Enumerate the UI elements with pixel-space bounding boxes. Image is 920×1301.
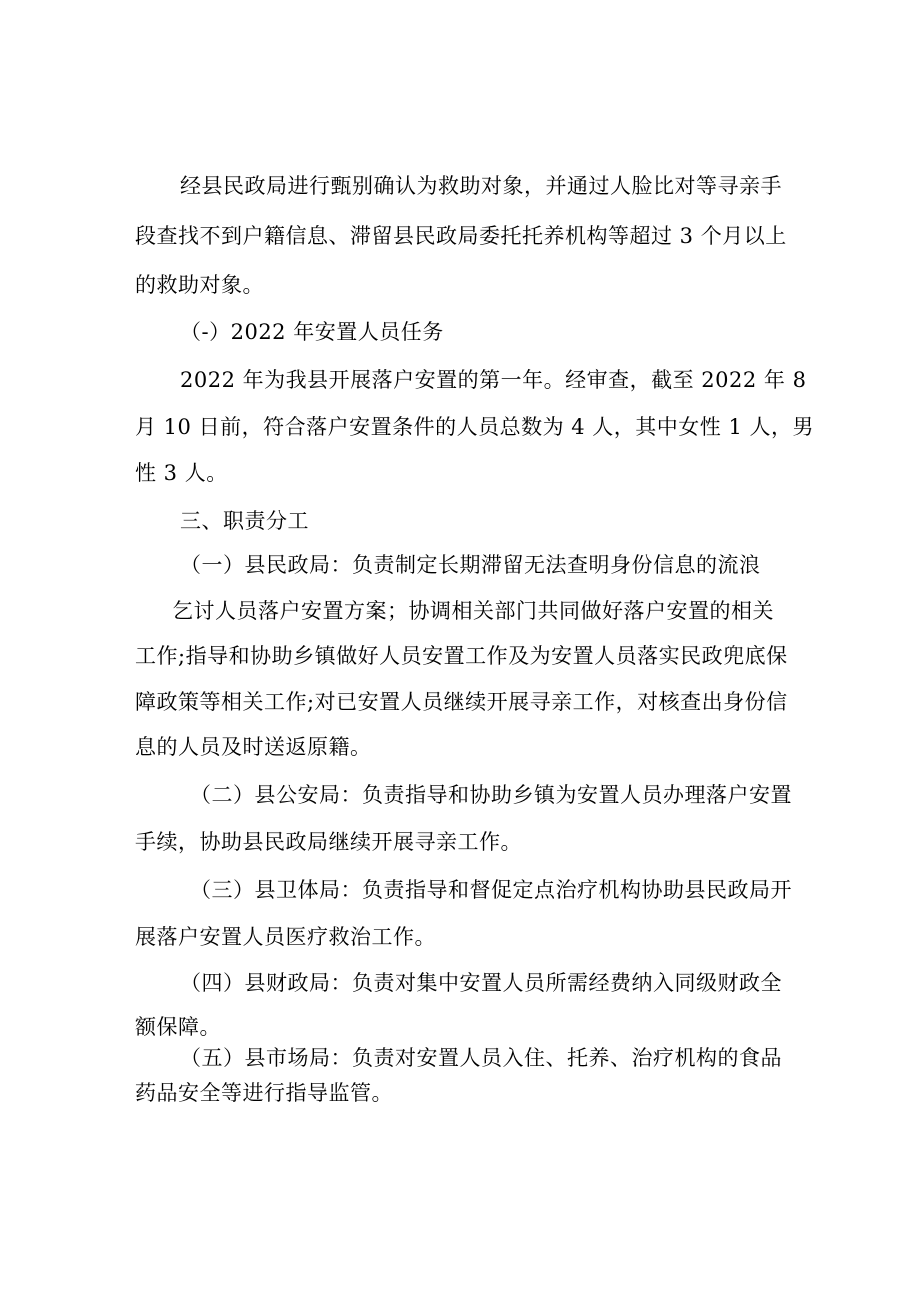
paragraph-line: 障政策等相关工作;对已安置人员继续开展寻亲工作，对核查出身份信 — [135, 690, 788, 714]
paragraph-line: 月 10 日前，符合落户安置条件的人员总数为 4 人，其中女性 1 人，男 — [135, 415, 814, 439]
paragraph-line: 性 3 人。 — [135, 461, 228, 485]
paragraph-line: 展落户安置人员医疗救治工作。 — [135, 925, 436, 949]
paragraph-line: （二）县公安局：负责指导和协助乡镇为安置人员办理落户安置 — [190, 783, 792, 807]
paragraph-line: 药品安全等进行指导监管。 — [135, 1081, 393, 1105]
paragraph-line: （四）县财政局：负责对集中安置人员所需经费纳入同级财政全 — [180, 971, 782, 995]
paragraph-line: （三）县卫体局：负责指导和督促定点治疗机构协助县民政局开 — [190, 878, 792, 902]
paragraph-line: 额保障。 — [135, 1015, 221, 1039]
section-heading: 三、职责分工 — [180, 509, 309, 533]
paragraph-line: 工作;指导和协助乡镇做好人员安置工作及为安置人员落实民政兜底保 — [135, 644, 788, 668]
paragraph-line: （一）县民政局：负责制定长期滞留无法查明身份信息的流浪 — [180, 553, 761, 577]
paragraph-line: 段查找不到户籍信息、滞留县民政局委托托养机构等超过 3 个月以上 — [135, 224, 787, 248]
section-subheading: （-）2022 年安置人员任务 — [180, 320, 444, 344]
paragraph-line: 息的人员及时送返原籍。 — [135, 735, 372, 759]
paragraph-line: 手续，协助县民政局继续开展寻亲工作。 — [135, 830, 522, 854]
paragraph-line: （五）县市场局：负责对安置人员入住、托养、治疗机构的食品 — [180, 1046, 782, 1070]
paragraph-line: 乞讨人员落户安置方案；协调相关部门共同做好落户安置的相关 — [172, 599, 774, 623]
paragraph-line: 经县民政局进行甄别确认为救助对象，并通过人脸比对等寻亲手 — [180, 174, 782, 198]
paragraph-line: 2022 年为我县开展落户安置的第一年。经审查，截至 2022 年 8 — [180, 368, 807, 392]
paragraph-line: 的救助对象。 — [135, 273, 264, 297]
